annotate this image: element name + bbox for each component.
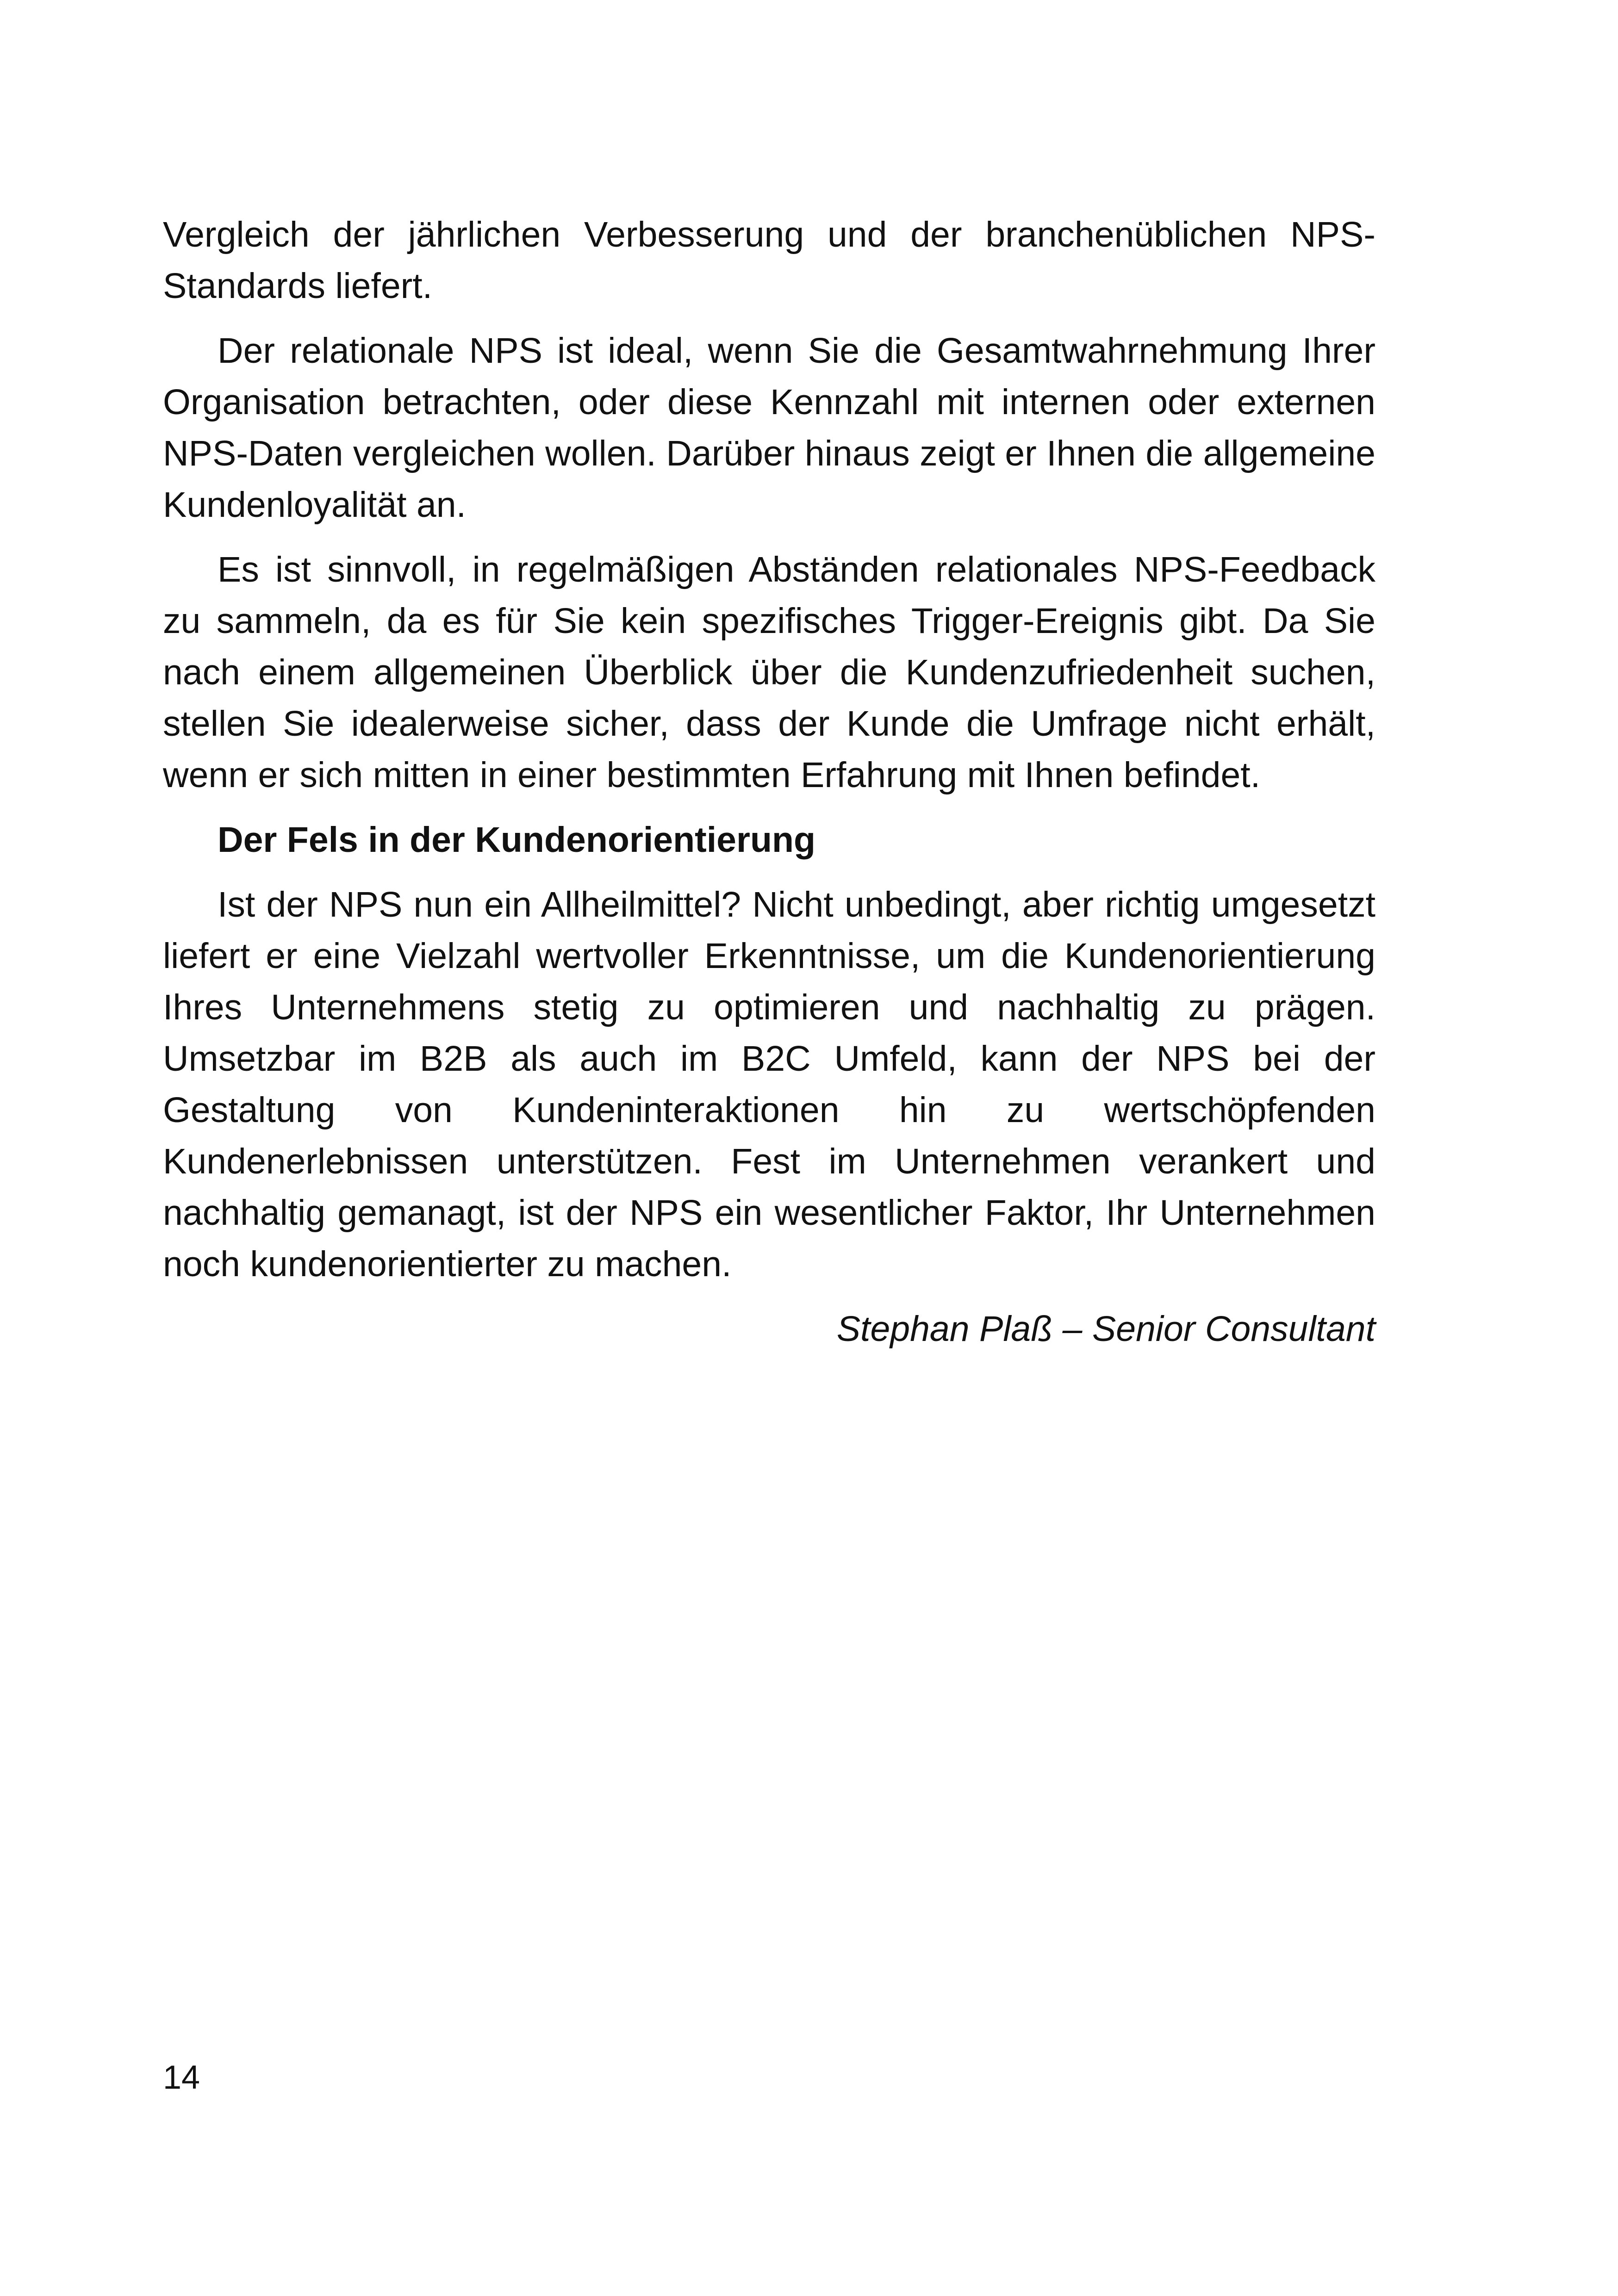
section-heading: Der Fels in der Kundenorientierung — [218, 820, 816, 860]
body-text — [163, 209, 1375, 1355]
author-signature: Stephan Plaß – Senior Consultant — [836, 1309, 1375, 1349]
paragraph-continuation: Vergleich der jährlichen Verbesserung und der branchenüblichen NPS-Standards liefert. — [163, 215, 1375, 306]
paragraph-relational-nps: Der relationale NPS ist ideal, wenn Sie die Gesamtwahrnehmung Ihrer Organisation betrachten, oder diese Kennzahl mit internen oder externen NPS-Daten vergleichen wollen. Darüber hinaus zeigt er Ihnen die allgemeine Kundenloyalität an. — [163, 331, 1375, 525]
paragraph-conclusion: Ist der NPS nun ein Allheilmittel? Nicht unbedingt, aber richtig umgesetzt liefert er eine Vielzahl wertvoller Erkenntnisse, um die Kundenorientierung Ihres Unternehmens stetig zu optimieren und nachhaltig zu prägen. Umsetzbar im B2B als auch im B2C Umfeld, kann der NPS bei der Gestaltung von Kundeninteraktionen hin zu wertschöpfenden Kundenerlebnissen unterstützen. Fest im Unternehmen verankert und nachhaltig gemanagt, ist der NPS ein wesentlicher Faktor, Ihr Unternehmen noch kundenorientierter zu machen. — [163, 885, 1375, 1284]
paragraph-feedback-timing: Es ist sinnvoll, in regelmäßigen Abständen relationales NPS-Feedback zu sammeln, da es für Sie kein spezifisches Trigger-Ereignis gibt. Da Sie nach einem allgemeinen Überblick über die Kundenzufriedenheit suchen, stellen Sie idealerweise sicher, dass der Kunde die Umfrage nicht erhält, wenn er sich mitten in einer bestimmten Erfahrung mit Ihnen befindet. — [163, 550, 1375, 795]
page-number: 14 — [163, 2059, 200, 2096]
